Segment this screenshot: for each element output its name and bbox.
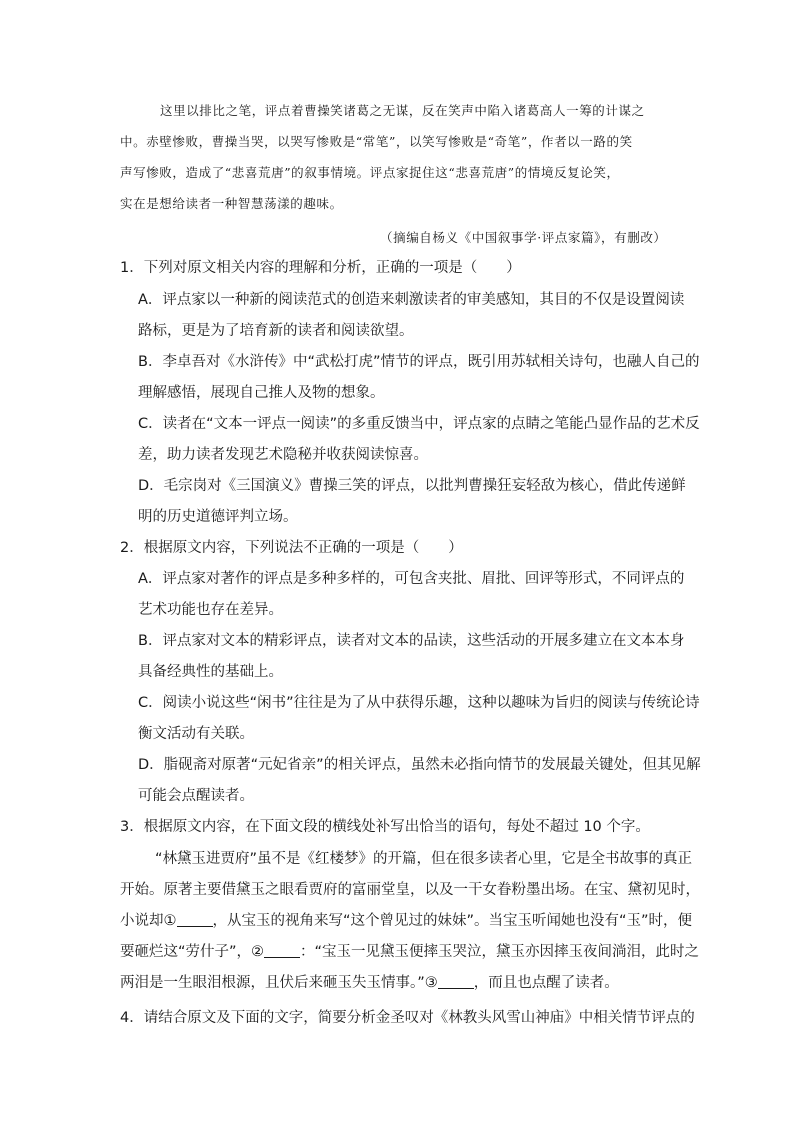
q2-option-c-cont: 衡文活动有关联。 (138, 726, 254, 742)
answer-blank-3[interactable] (438, 974, 474, 989)
question-3-stem: 3．根据原文内容，在下面文段的横线处补写出恰当的语句，每处不超过 10 个字。 (120, 819, 650, 835)
q3-paragraph-line (120, 911, 692, 931)
passage-line: 声写惨败，造成了“悲喜荒唐”的叙事情境。评点家捉住这“悲喜荒唐”的情境反复论笑， (120, 165, 620, 180)
q1-option-d-cont: 明的历史道德评判立场。 (138, 509, 298, 525)
q2-option-c: C．阅读小说这些“闲书”往往是为了从中获得乐趣，这种以趣味为旨归的阅读与传统论诗 (138, 695, 700, 711)
q1-option-c: C．读者在“文本一评点一阅读”的多重反馈当中，评点家的点睛之笔能凸显作品的艺术反 (138, 416, 700, 432)
passage-line: 这里以排比之笔，评点着曹操笑诸葛之无谋，反在笑声中陷入诸葛高人一筹的计谋之 (160, 103, 645, 118)
answer-blank-2[interactable] (264, 943, 300, 958)
question-1-stem: 1．下列对原文相关内容的理解和分析，正确的一项是（ ） (120, 260, 521, 276)
blank-marker-3: ③ (424, 975, 438, 991)
q3-text: ，而且也点醒了读者。 (473, 975, 619, 991)
q3-text: ：“宝玉一见黛玉便摔玉哭泣，黛玉亦因摔玉夜间淌泪，此时之 (300, 944, 700, 960)
passage-source: （摘编自杨义《中国叙事学·评点家篇》，有删改） (380, 230, 667, 245)
q1-option-c-cont: 差，助力读者发现艺术隐秘并收获阅读惊喜。 (138, 447, 428, 463)
q2-option-b: B．评点家对文本的精彩评点，读者对文本的品读，这些活动的开展多建立在文本本身 (138, 633, 685, 649)
passage-line: 中。赤壁惨败，曹操当哭，以哭写惨败是“常笔”，以笑写惨败是“奇笔”，作者以一路的笑 (120, 134, 633, 149)
q2-option-d: D．脂砚斋对原著“元妃省亲”的相关评点，虽然未必指向情节的发展最关键处，但其见解 (138, 757, 701, 773)
passage-line: 实在是想给读者一种智慧荡漾的趣味。 (120, 196, 343, 211)
q3-text: 要砸烂这“劳什子”， (120, 944, 252, 960)
q1-option-d: D．毛宗岗对《三国演义》曹操三笑的评点，以批判曹操狂妄轻敌为核心，借此传递鲜 (138, 478, 686, 494)
q3-text: 小说却 (120, 913, 164, 929)
q1-option-b: B．李卓吾对《水浒传》中“武松打虎”情节的评点，既引用苏轼相关诗句，也融人自己的 (138, 354, 700, 370)
q2-option-a-cont: 艺术功能也存在差异。 (138, 602, 283, 618)
blank-marker-2: ② (251, 944, 265, 960)
q3-paragraph-line: “林黛玉进贾府”虽不是《红楼梦》的开篇，但在很多读者心里，它是全书故事的真正 (155, 851, 693, 867)
blank-marker-1: ① (163, 913, 177, 929)
q3-paragraph-line (120, 942, 699, 962)
q2-option-a: A．评点家对著作的评点是多种多样的，可包含夹批、眉批、回评等形式，不同评点的 (138, 571, 685, 587)
q1-option-a: A．评点家以一种新的阅读范式的创造来刺激读者的审美感知，其目的不仅是设置阅读 (138, 292, 685, 308)
q3-text: ，从宝玉的视角来写“这个曾见过的妹妹”。当宝玉听闻她也没有“玉”时，便 (212, 913, 693, 929)
answer-blank-1[interactable] (177, 912, 213, 927)
question-4-stem: 4．请结合原文及下面的文字，简要分析金圣叹对《林教头风雪山神庙》中相关情节评点的 (120, 1010, 695, 1026)
q3-paragraph-line (120, 973, 619, 993)
q2-option-b-cont: 具备经典性的基础上。 (138, 664, 283, 680)
q1-option-a-cont: 路标，更是为了培育新的读者和阅读欲望。 (138, 323, 414, 339)
q1-option-b-cont: 理解感悟，展现自己推人及物的想象。 (138, 385, 385, 401)
question-2-stem: 2．根据原文内容，下列说法不正确的一项是（ ） (120, 540, 463, 556)
q2-option-d-cont: 可能会点醒读者。 (138, 788, 254, 804)
q3-paragraph-line: 开始。原著主要借黛玉之眼看贾府的富丽堂皇，以及一干女眷粉墨出场。在宝、黛初见时， (120, 882, 700, 898)
q3-text: 两泪是一生眼泪根源，且伏后来砸玉失玉情事。” (120, 975, 425, 991)
